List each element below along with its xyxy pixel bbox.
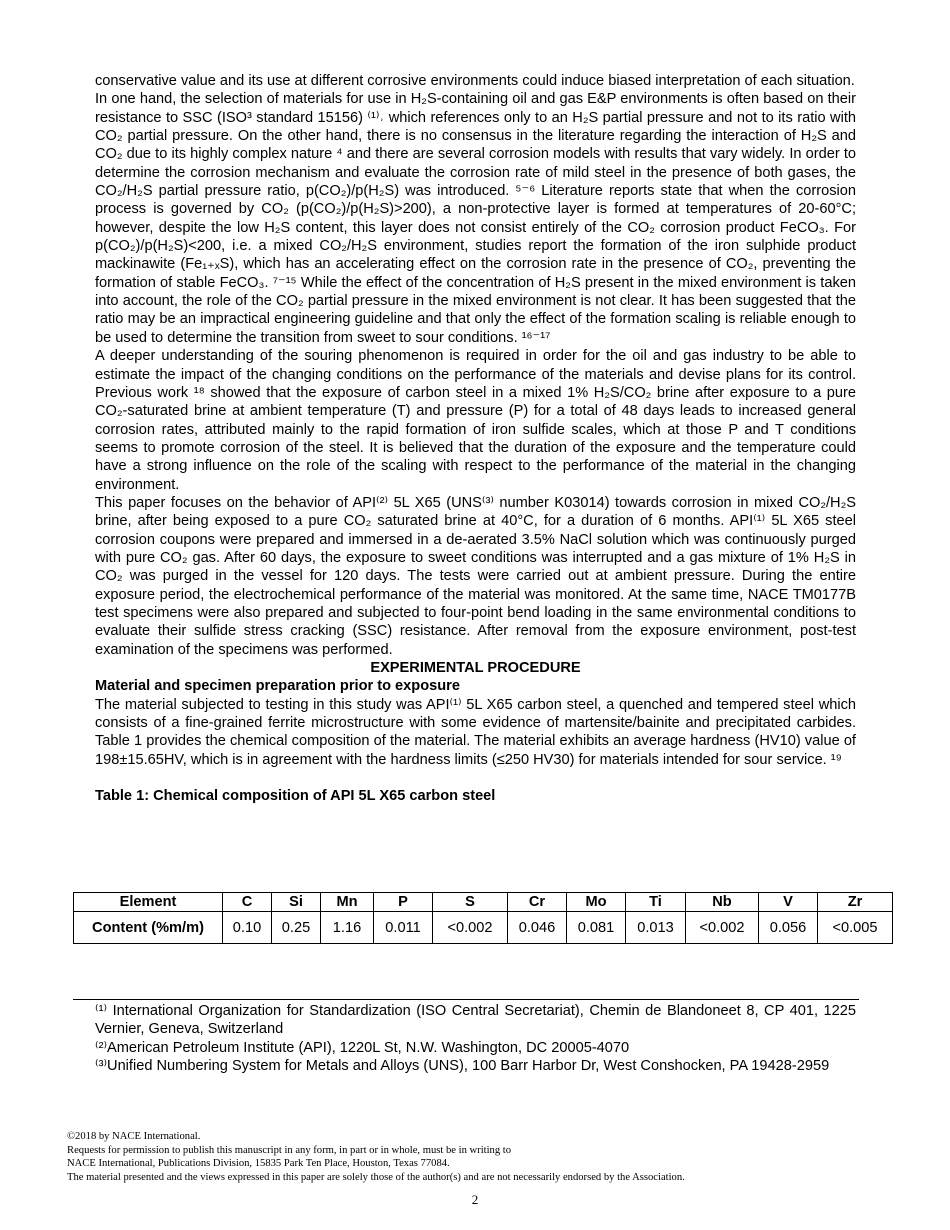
paragraph-material-selection: In one hand, the selection of materials for use in H₂S-containing oil and gas E&P environments is often based on their resistance to SSC (ISO³ standard 15156) ⁽¹⁾˒ which references only to an H₂S partial pressure and not to its ratio with CO₂ partial pressure. On the other hand, there is no consensus in the literature regarding the interaction of H₂S and CO₂ due to its highly complex nature ⁴ and there are several corrosion models with results that vary widely. In order to determine the corrosion mechanism and evaluate the corrosion rate of mild steel in the presence of both gases, the CO₂/H₂S partial pressure ratio, p(CO₂)/p(H₂S) was introduced. ⁵⁻⁶ Literature reports state that when the corrosion process is governed by CO₂ (p(CO₂)/p(H₂S)>200), a non-protective layer is formed at temperatures of 20-60°C; however, despite the low H₂S content, this layer does not consist entirely of the CO₂ corrosion product FeCO₃. For p(CO₂)/p(H₂S)<200, i.e. a mixed CO₂/H₂S environment, studies report the formation of the iron sulphide product mackinawite (Fe₁₊ₓS), which has an accelerating effect on the corrosion rate in the presence of CO₂, preventing the formation of stable FeCO₃. ⁷⁻¹⁵ While the effect of the concentration of H₂S present in the mixed environment is taken into account, the role of the CO₂ partial pressure in the mixed environment is not clear. It has been suggested that the ratio may be an impractical engineering guideline and that only the effect of the formation scaling is reliable enough to be used to determine the transition from sweet to sour conditions. ¹⁶⁻¹⁷ (95, 91, 856, 346)
composition-table (73, 892, 893, 944)
copyright-line: The material presented and the views expressed in this paper are solely those of the author(s) and are not necessarily endorsed by the Association. (67, 1171, 685, 1183)
page-body (95, 72, 856, 805)
table-row (74, 912, 893, 944)
table-cell: <0.002 (686, 912, 759, 944)
section-heading: EXPERIMENTAL PROCEDURE (370, 660, 581, 676)
footnote-iso: ⁽¹⁾ International Organization for Standardization (ISO Central Secretariat), Chemin de Blandoneet 8, CP 401, 1225 Vernier, Geneva, Switzerland (95, 1003, 856, 1038)
table-cell: 0.011 (374, 912, 433, 944)
table-header-cell: C (223, 893, 272, 912)
table-caption: Table 1: Chemical composition of API 5L X65 carbon steel (95, 788, 496, 805)
table-cell: 0.046 (508, 912, 567, 944)
copyright-line: NACE International, Publications Division, 15835 Park Ten Place, Houston, Texas 77084. (67, 1158, 450, 1170)
footnote-uns: ⁽³⁾Unified Numbering System for Metals and Alloys (UNS), 100 Barr Harbor Dr, West Conshocken, PA 19428-2959 (95, 1058, 830, 1075)
footnote-divider (73, 999, 859, 1000)
table-header-cell: S (433, 893, 508, 912)
table-header-cell: P (374, 893, 433, 912)
table-cell: 0.013 (626, 912, 686, 944)
table-header-cell: Cr (508, 893, 567, 912)
table-header-cell: Mn (321, 893, 374, 912)
table-header-cell: Si (272, 893, 321, 912)
table-cell: <0.002 (433, 912, 508, 944)
subsection-heading: Material and specimen preparation prior to exposure (95, 678, 460, 695)
paragraph-continued: conservative value and its use at different corrosive environments could induce biased interpretation of each situation. (95, 73, 855, 89)
table-header-cell: Mo (567, 893, 626, 912)
copyright-block (67, 1130, 897, 1184)
table-header-row (74, 893, 893, 912)
table-header-cell: V (759, 893, 818, 912)
table-header-cell: Zr (818, 893, 893, 912)
paragraph-material: The material subjected to testing in this study was API⁽¹⁾ 5L X65 carbon steel, a quenched and tempered steel which consists of a fine-grained ferrite microstructure with some evidence of martensite/bainite and precipitated carbides. Table 1 provides the chemical composition of the material. The material exhibits an average hardness (HV10) value of 198±15.65HV, which is in agreement with the hardness limits (≤250 HV30) for materials intended for sour service. ¹⁹ (95, 696, 856, 768)
paragraph-paper-focus: This paper focuses on the behavior of API⁽²⁾ 5L X65 (UNS⁽³⁾ number K03014) towards corrosion in mixed CO₂/H₂S brine, after being exposed to a pure CO₂ saturated brine at 40°C, for a duration of 6 months. API⁽¹⁾ 5L X65 steel corrosion coupons were prepared and immersed in a de-aerated 3.5% NaCl solution which was continuously purged with pure CO₂ gas. After 60 days, the exposure to sweet conditions was interrupted and a gas mixture of 1% H₂S in CO₂ was purged in the vessel for 120 days. The tests were carried out at ambient pressure. During the entire exposure period, the electrochemical performance of the material was monitored. At the same time, NACE TM0177B test specimens were also prepared and subjected to four-point bend loading in the same environmental conditions to evaluate their sulfide stress cracking (SSC) resistance. After removal from the exposure environment, post-test examination of the specimens was performed. (95, 494, 856, 658)
table-cell: 1.16 (321, 912, 374, 944)
table-cell: 0.10 (223, 912, 272, 944)
page-number: 2 (471, 1192, 479, 1207)
table-header-cell: Ti (626, 893, 686, 912)
table-header-cell: Element (74, 893, 223, 912)
table-header-cell: Nb (686, 893, 759, 912)
copyright-line: ©2018 by NACE International. (67, 1131, 201, 1142)
footnotes (95, 1002, 856, 1076)
table-cell: <0.005 (818, 912, 893, 944)
table-row-label: Content (%m/m) (74, 912, 223, 944)
paragraph-souring: A deeper understanding of the souring phenomenon is required in order for the oil and gas industry to be able to estimate the impact of the changing conditions on the performance of the materials and devise plans for its control. Previous work ¹⁸ showed that the exposure of carbon steel in a mixed 1% H₂S/CO₂ brine after exposure to a pure CO₂-saturated brine at ambient temperature (T) and pressure (P) for a total of 48 days leads to increased general corrosion rates, attributed mainly to the rapid formation of iron sulfide scales, which at those P and T conditions seems to promote corrosion of the steel. It is believed that the duration of the exposure and the temperature could have a strong influence on the role of the scaling with respect to the performance of the material in the changing environment. (95, 348, 856, 493)
table-cell: 0.056 (759, 912, 818, 944)
footnote-api: ⁽²⁾American Petroleum Institute (API), 1220L St, N.W. Washington, DC 20005-4070 (95, 1039, 630, 1056)
table-cell: 0.081 (567, 912, 626, 944)
copyright-line: Requests for permission to publish this manuscript in any form, in part or in whole, must be in writing to (67, 1144, 512, 1156)
table-cell: 0.25 (272, 912, 321, 944)
